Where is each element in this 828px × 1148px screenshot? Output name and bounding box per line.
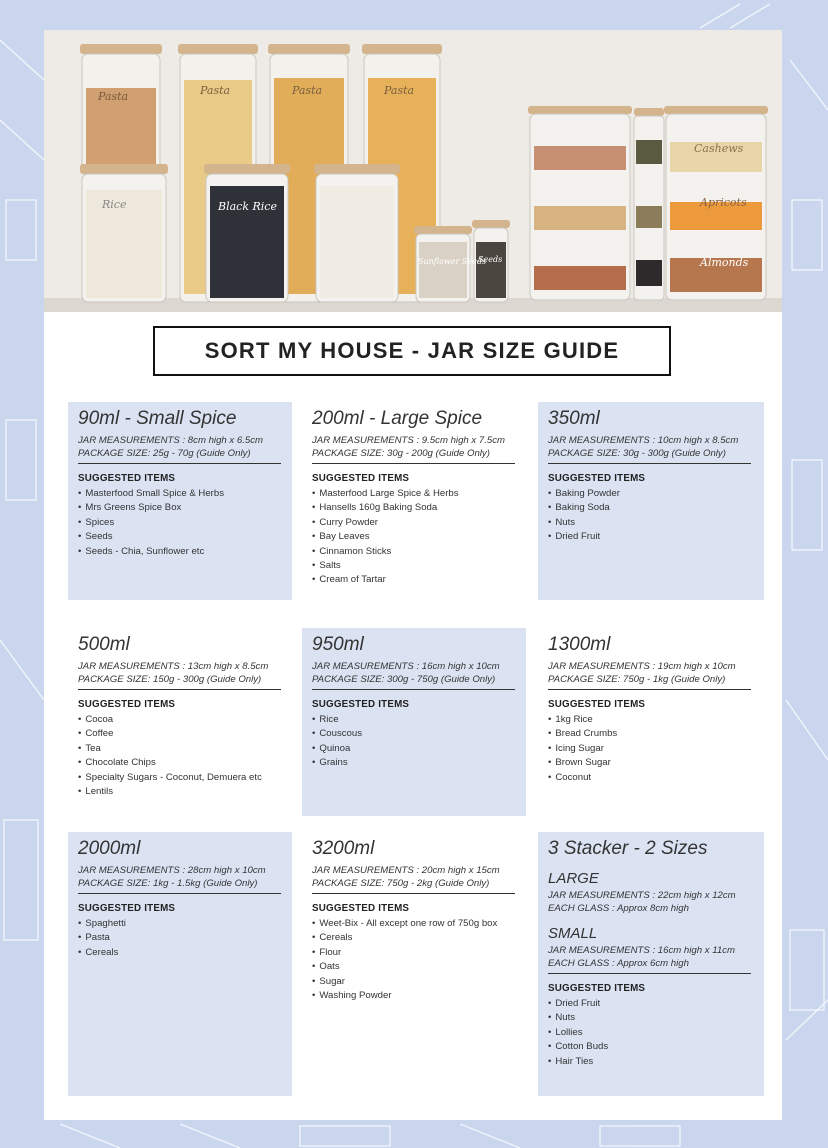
jar-size-heading: 90ml - Small Spice: [78, 408, 237, 429]
suggested-items-list: [78, 917, 282, 960]
divider: [312, 689, 515, 690]
suggested-items-list: [312, 917, 516, 1003]
jar-measurements: JAR MEASUREMENTS : 8cm high x 6.5cm: [78, 435, 263, 446]
suggested-items-list: [548, 997, 754, 1069]
jar-size-heading: 950ml: [312, 634, 364, 655]
suggested-items-label: SUGGESTED ITEMS: [78, 903, 176, 914]
jar-size-heading: 200ml - Large Spice: [312, 408, 483, 429]
jar-card-500ml: [68, 628, 292, 818]
jar-card-350ml: [538, 402, 764, 600]
suggested-items-label: SUGGESTED ITEMS: [548, 473, 646, 484]
package-size: PACKAGE SIZE: 750g - 2kg (Guide Only): [312, 878, 490, 889]
suggested-items-label: SUGGESTED ITEMS: [548, 699, 646, 710]
list-item: • Curry Powder: [312, 516, 516, 530]
list-item: • Masterfood Small Spice & Herbs: [78, 487, 282, 501]
jar-label-almonds: Almonds: [700, 256, 749, 269]
jar-card-90ml: [68, 402, 292, 600]
package-size: PACKAGE SIZE: 150g - 300g (Guide Only): [78, 674, 262, 685]
divider: [548, 463, 751, 464]
divider: [548, 973, 751, 974]
list-item: • Cotton Buds: [548, 1040, 754, 1054]
jar-label-rice: Rice: [102, 198, 127, 211]
list-item: • Cereals: [312, 931, 516, 945]
suggested-items-list: [78, 713, 282, 799]
suggested-items-list: [78, 487, 282, 559]
divider: [78, 463, 281, 464]
list-item: • Grains: [312, 756, 516, 770]
suggested-items-label: SUGGESTED ITEMS: [78, 699, 176, 710]
divider: [312, 893, 515, 894]
list-item: • Cinnamon Sticks: [312, 545, 516, 559]
divider: [78, 893, 281, 894]
list-item: • 1kg Rice: [548, 713, 754, 727]
jar-size-heading: 3200ml: [312, 838, 375, 859]
list-item: • Baking Soda: [548, 501, 754, 515]
package-size: PACKAGE SIZE: 300g - 750g (Guide Only): [312, 674, 496, 685]
list-item: • Brown Sugar: [548, 756, 754, 770]
jar-size-heading: 350ml: [548, 408, 600, 429]
jar-label-apricots: Apricots: [700, 196, 747, 209]
list-item: • Chocolate Chips: [78, 756, 282, 770]
list-item: • Cocoa: [78, 713, 282, 727]
jar-card-1300ml: [538, 628, 764, 818]
large-each-glass: EACH GLASS : Approx 8cm high: [548, 903, 689, 914]
pantry-jars-photo: [44, 30, 782, 312]
jar-label-sunflower-seeds: Sunflower Seeds: [418, 257, 487, 266]
list-item: • Bread Crumbs: [548, 727, 754, 741]
list-item: • Salts: [312, 559, 516, 573]
list-item: • Icing Sugar: [548, 742, 754, 756]
jar-measurements: JAR MEASUREMENTS : 9.5cm high x 7.5cm: [312, 435, 505, 446]
list-item: • Mrs Greens Spice Box: [78, 501, 282, 515]
list-item: • Dried Fruit: [548, 997, 754, 1011]
small-size-label: SMALL: [548, 925, 598, 942]
list-item: • Coconut: [548, 771, 754, 785]
list-item: • Washing Powder: [312, 989, 516, 1003]
list-item: • Bay Leaves: [312, 530, 516, 544]
list-item: • Spices: [78, 516, 282, 530]
list-item: • Nuts: [548, 516, 754, 530]
list-item: • Nuts: [548, 1011, 754, 1025]
list-item: • Lollies: [548, 1026, 754, 1040]
jar-label-black-rice: Black Rice: [218, 200, 277, 213]
list-item: • Baking Powder: [548, 487, 754, 501]
list-item: • Seeds: [78, 530, 282, 544]
jar-label-pasta-4: Pasta: [384, 84, 415, 97]
list-item: • Tea: [78, 742, 282, 756]
jar-size-heading: 500ml: [78, 634, 130, 655]
divider: [78, 689, 281, 690]
list-item: • Specialty Sugars - Coconut, Demuera etc: [78, 771, 282, 785]
jar-size-heading: 2000ml: [78, 838, 141, 859]
jar-card-200ml: [302, 402, 526, 600]
list-item: • Quinoa: [312, 742, 516, 756]
list-item: • Pasta: [78, 931, 282, 945]
suggested-items-list: [548, 713, 754, 785]
jar-label-pasta-1: Pasta: [98, 90, 129, 103]
list-item: • Oats: [312, 960, 516, 974]
jar-measurements: JAR MEASUREMENTS : 19cm high x 10cm: [548, 661, 736, 672]
jar-label-pasta-3: Pasta: [292, 84, 323, 97]
list-item: • Weet-Bix - All except one row of 750g box: [312, 917, 516, 931]
suggested-items-label: SUGGESTED ITEMS: [312, 699, 410, 710]
jar-size-guide-sheet: [44, 30, 782, 1120]
package-size: PACKAGE SIZE: 30g - 200g (Guide Only): [312, 448, 490, 459]
list-item: • Hair Ties: [548, 1055, 754, 1069]
jar-card-2000ml: [68, 832, 292, 1096]
divider: [312, 463, 515, 464]
jar-measurements: JAR MEASUREMENTS : 13cm high x 8.5cm: [78, 661, 269, 672]
list-item: • Lentils: [78, 785, 282, 799]
list-item: • Cream of Tartar: [312, 573, 516, 587]
list-item: • Coffee: [78, 727, 282, 741]
jar-card-950ml: [302, 628, 526, 816]
jar-measurements: JAR MEASUREMENTS : 16cm high x 10cm: [312, 661, 500, 672]
list-item: • Flour: [312, 946, 516, 960]
pantry-jars-illustration: [44, 30, 782, 312]
large-jar-measurements: JAR MEASUREMENTS : 22cm high x 12cm: [548, 890, 736, 901]
jar-size-heading: 3 Stacker - 2 Sizes: [548, 838, 708, 859]
list-item: • Seeds - Chia, Sunflower etc: [78, 545, 282, 559]
list-item: • Sugar: [312, 975, 516, 989]
list-item: • Couscous: [312, 727, 516, 741]
divider: [548, 689, 751, 690]
list-item: • Cereals: [78, 946, 282, 960]
suggested-items-label: SUGGESTED ITEMS: [78, 473, 176, 484]
list-item: • Hansells 160g Baking Soda: [312, 501, 516, 515]
jar-card-3200ml: [302, 832, 526, 1032]
jar-size-heading: 1300ml: [548, 634, 611, 655]
jar-label-pasta-2: Pasta: [200, 84, 231, 97]
package-size: PACKAGE SIZE: 1kg - 1.5kg (Guide Only): [78, 878, 258, 889]
list-item: • Dried Fruit: [548, 530, 754, 544]
package-size: PACKAGE SIZE: 750g - 1kg (Guide Only): [548, 674, 726, 685]
suggested-items-label: SUGGESTED ITEMS: [548, 983, 646, 994]
jar-label-seeds: Seeds: [478, 255, 503, 264]
jar-measurements: JAR MEASUREMENTS : 10cm high x 8.5cm: [548, 435, 739, 446]
package-size: PACKAGE SIZE: 30g - 300g (Guide Only): [548, 448, 726, 459]
large-size-label: LARGE: [548, 870, 599, 887]
jar-label-cashews: Cashews: [694, 142, 744, 155]
jar-measurements: JAR MEASUREMENTS : 20cm high x 15cm: [312, 865, 500, 876]
list-item: • Rice: [312, 713, 516, 727]
jar-measurements: JAR MEASUREMENTS : 28cm high x 10cm: [78, 865, 266, 876]
list-item: • Masterfood Large Spice & Herbs: [312, 487, 516, 501]
suggested-items-label: SUGGESTED ITEMS: [312, 473, 410, 484]
suggested-items-list: [312, 713, 516, 771]
suggested-items-list: [312, 487, 516, 588]
list-item: • Spaghetti: [78, 917, 282, 931]
suggested-items-list: [548, 487, 754, 545]
small-jar-measurements: JAR MEASUREMENTS : 16cm high x 11cm: [548, 945, 735, 956]
page-title: SORT MY HOUSE - JAR SIZE GUIDE: [153, 326, 671, 376]
suggested-items-label: SUGGESTED ITEMS: [312, 903, 410, 914]
small-each-glass: EACH GLASS : Approx 6cm high: [548, 958, 689, 969]
jar-card-3-stacker: [538, 832, 764, 1096]
package-size: PACKAGE SIZE: 25g - 70g (Guide Only): [78, 448, 251, 459]
